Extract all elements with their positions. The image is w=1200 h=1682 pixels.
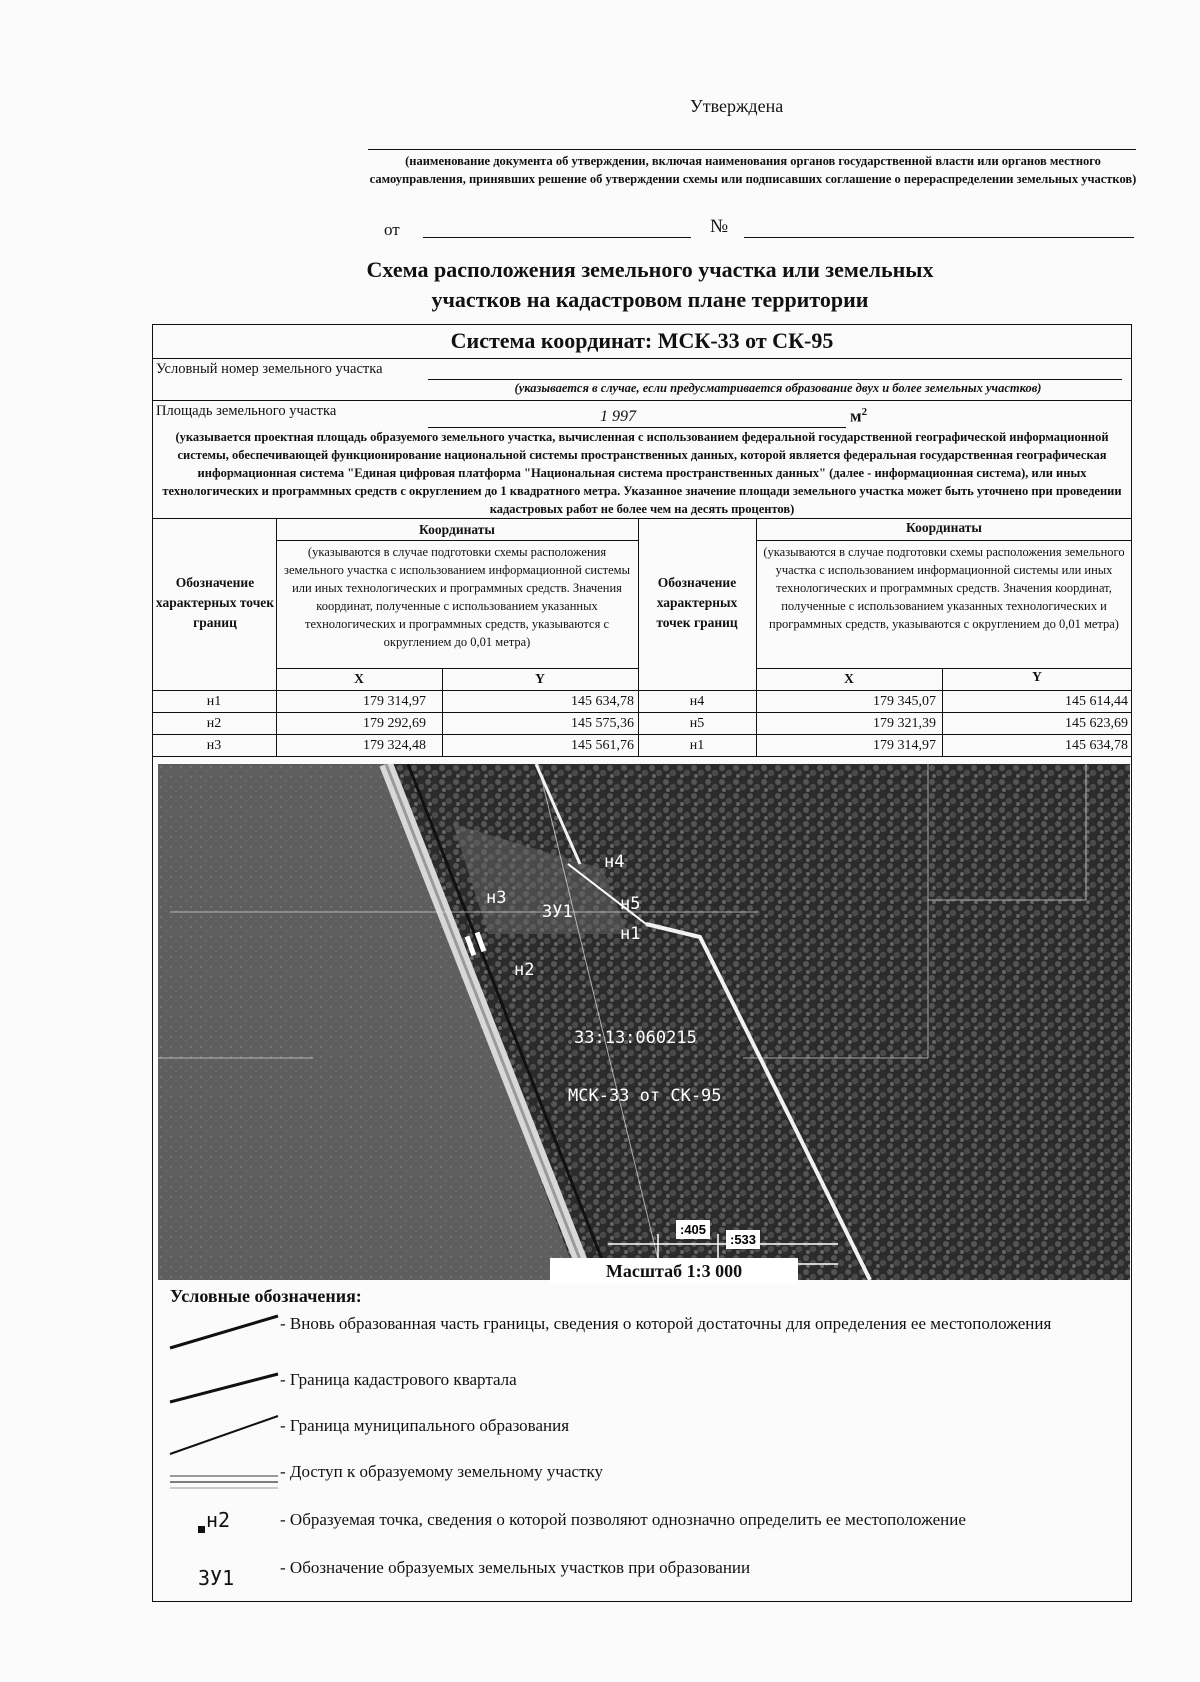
title-line-2: участков на кадастровом плане территории [431, 287, 869, 312]
legend-item-municipal-boundary: - Граница муниципального образования [280, 1416, 570, 1435]
point-id: н1 [206, 694, 222, 709]
aerial-map [158, 764, 1130, 1280]
map-scale: Масштаб 1:3 000 [550, 1258, 798, 1284]
point-label-n3: н3 [486, 888, 507, 908]
x-value: 179 321,39 [873, 716, 936, 731]
table-hline [276, 540, 638, 541]
legend-item-new-boundary: - Вновь образованная часть границы, сведения о которой достаточны для определения ее местоположения [280, 1314, 1052, 1333]
coords-header-right: Координаты [906, 520, 982, 535]
table-hline [152, 734, 1132, 735]
x-value: 179 324,48 [363, 738, 426, 753]
legend-point-sample: н2 [206, 1508, 231, 1532]
number-label: № [710, 216, 729, 237]
parcel-number-note: (указывается в случае, если предусматривается образование двух и более земельных участков) [514, 381, 1042, 395]
number-line [744, 237, 1134, 238]
title-line-1: Схема расположения земельного участка или земельных [366, 257, 934, 282]
y-value: 145 634,78 [1065, 738, 1128, 753]
date-label: от [384, 220, 400, 239]
table-vline [276, 518, 277, 756]
area-note: (указывается проектная площадь образуемого земельного участка, вычисленная с использованием федеральной государственной географической информационной системы, обеспечивающей функционирование национальной системы пространственных данных, которой является федеральная государственная географическая информационная система "Единая цифровая платформа "Национальная система пространственных данных" (далее - информационная система), или иных технологических и программных средств с округлением до 1 квадратного метра. Указанное значение площади земельного участка может быть уточнено при проведении кадастровых работ не более чем на десять процентов) [162, 430, 1122, 516]
parcel-number-line [428, 379, 1122, 380]
area-label: Площадь земельного участка [156, 403, 337, 419]
y-value: 145 575,36 [571, 716, 634, 731]
coords-header-left: Координаты [419, 522, 495, 537]
point-label-n5: н5 [620, 894, 641, 914]
page-title [150, 255, 1150, 315]
legend-parcel-sample: ЗУ1 [198, 1566, 235, 1590]
point-label-n4: н4 [604, 852, 625, 872]
table-hline [152, 756, 1132, 757]
table-hline [756, 540, 1132, 541]
point-id: н1 [689, 738, 705, 753]
parcel-badge-405: :405 [676, 1220, 710, 1239]
coordinate-system-label: МСК-33 от СК-95 [568, 1086, 722, 1106]
x-header-right: X [844, 671, 854, 686]
legend-municipal-boundary-sample [166, 1412, 282, 1458]
legend-point-marker [198, 1526, 205, 1533]
table-vline [756, 518, 757, 756]
approval-document-line [368, 149, 1136, 150]
legend-item-cadastral-quarter: - Граница кадастрового квартала [280, 1370, 517, 1389]
coords-note-right: (указываются в случае подготовки схемы расположения земельного участка с использованием информационной системы или иных технологических и программных средств. Значения координат, полученные с использованием указанных технологических и программных средств, указываются с округлением до 0,01 метра) [763, 545, 1125, 631]
x-value: 179 314,97 [873, 738, 936, 753]
parcel-badge-533: :533 [726, 1230, 760, 1249]
approval-note: (наименование документа об утверждении, включая наименования органов государственной власти или органов местного самоуправления, принявших решение об утверждении схемы или подписавших соглашение о перераспределении земельных участков) [369, 154, 1137, 186]
point-id: н4 [689, 694, 705, 709]
point-label-n2: н2 [514, 960, 535, 980]
divider [152, 400, 1132, 401]
coordinate-system-title: Система координат: МСК-33 от СК-95 [450, 328, 834, 353]
legend-title: Условные обозначения: [170, 1286, 362, 1306]
coords-note-left: (указываются в случае подготовки схемы расположения земельного участка с использованием информационной системы или иных технологических и программных средств. Значения координат, полученные с использованием указанных технологических и программных средств, указываются с округлением до 0,01 метра) [284, 545, 630, 649]
point-header-right: Обозначение характерных точек границ [656, 575, 738, 630]
legend-item-parcel: - Обозначение образуемых земельных участков при образовании [280, 1558, 751, 1577]
point-id: н2 [206, 716, 222, 731]
divider [152, 358, 1132, 359]
x-value: 179 345,07 [873, 694, 936, 709]
x-header-left: X [354, 671, 364, 686]
y-value: 145 614,44 [1065, 694, 1128, 709]
table-hline [152, 690, 1132, 691]
area-unit: $м^2$ [850, 406, 868, 426]
legend-new-boundary-sample [166, 1312, 282, 1352]
legend-item-point: - Образуемая точка, сведения о которой позволяют однозначно определить ее местоположение [280, 1510, 966, 1529]
map-drawing [158, 764, 1130, 1280]
y-header-right: Y [1032, 669, 1042, 684]
y-value: 145 561,76 [571, 738, 634, 753]
x-value: 179 292,69 [363, 716, 426, 731]
parcel-label: ЗУ1 [542, 902, 573, 922]
legend-item-access: - Доступ к образуемому земельному участку [280, 1462, 604, 1481]
table-hline [152, 712, 1132, 713]
point-id: н3 [206, 738, 222, 753]
legend-cadastral-quarter-sample [166, 1370, 282, 1406]
parcel-number-label: Условный номер земельного участка [156, 361, 383, 377]
y-value: 145 623,69 [1065, 716, 1128, 731]
point-label-n1: н1 [620, 924, 641, 944]
legend-access-sample [166, 1468, 282, 1492]
x-value: 179 314,97 [363, 694, 426, 709]
date-line [423, 237, 691, 238]
cadastral-quarter-label: 33:13:060215 [574, 1028, 697, 1048]
area-value: 1 997 [600, 408, 636, 425]
approved-label: Утверждена [690, 96, 784, 116]
y-header-left: Y [535, 671, 545, 686]
point-header-left: Обозначение характерных точек границ [155, 575, 275, 630]
y-value: 145 634,78 [571, 694, 634, 709]
point-id: н5 [689, 716, 705, 731]
